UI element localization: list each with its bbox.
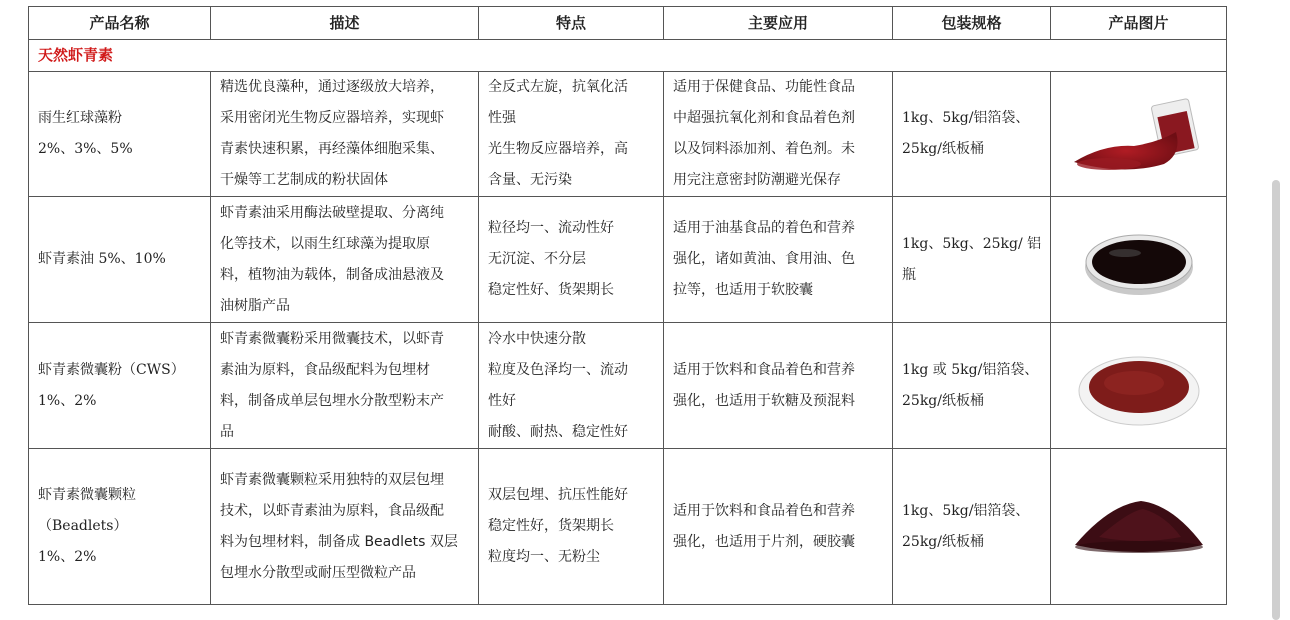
product-name-cell (29, 72, 211, 197)
packaging-cell-line: 25kg/纸板桶 (902, 141, 984, 157)
applications-cell-line: 强化，也适用于片剂，硬胶囊 (673, 533, 855, 550)
features-cell-line: 粒度均一、无粉尘 (488, 549, 600, 565)
header-packaging: 包装规格 (893, 7, 1051, 40)
product-image-cell (1051, 72, 1227, 197)
header-features: 特点 (479, 7, 664, 40)
applications-cell (664, 197, 893, 323)
applications-cell-line: 适用于油基食品的着色和营养 (673, 220, 855, 236)
product-image-cell (1051, 449, 1227, 605)
description-cell-line: 素油为原料，食品级配料为包埋材 (220, 361, 430, 378)
features-cell (479, 449, 664, 605)
description-cell-line: 油树脂产品 (220, 297, 290, 314)
features-cell-line: 全反式左旋，抗氧化活 (488, 79, 628, 95)
applications-cell-line: 适用于饮料和食品着色和营养 (673, 361, 855, 378)
dark-granule-pile-image (1051, 487, 1226, 567)
header-row (29, 7, 1227, 40)
packaging-cell-line: 1kg、5kg/铝箔袋、 (902, 502, 1030, 519)
packaging-cell (893, 323, 1051, 449)
description-cell-line: 料，植物油为载体，制备成油悬液及 (220, 266, 444, 283)
description-cell (211, 449, 479, 605)
applications-cell-line: 用完注意密封防潮避光保存 (673, 172, 841, 188)
product-name-cell-line: 虾青素微囊颗粒 (38, 487, 136, 503)
description-cell-line: 虾青素微囊颗粒采用独特的双层包埋 (220, 471, 444, 488)
description-cell-line: 包埋水分散型或耐压型微粒产品 (220, 564, 416, 581)
packaging-cell-line: 瓶 (902, 266, 916, 283)
features-cell-line: 耐酸、耐热、稳定性好 (488, 423, 628, 440)
description-cell-line: 料，制备成单层包埋水分散型粉末产 (220, 392, 444, 409)
product-table (28, 6, 1227, 605)
section-row (29, 40, 1227, 72)
table-row (29, 323, 1227, 449)
features-cell (479, 72, 664, 197)
description-cell (211, 72, 479, 197)
features-cell-line: 粒度及色泽均一、流动 (488, 361, 628, 378)
product-name-cell-line: 虾青素油 5%、10% (38, 251, 166, 267)
features-cell (479, 323, 664, 449)
packaging-cell-line: 1kg 或 5kg/铝箔袋、 (902, 361, 1039, 378)
red-powder-spill-image (1051, 84, 1226, 184)
applications-cell-line: 强化，也适用于软糖及预混料 (673, 392, 855, 409)
product-name-cell (29, 323, 211, 449)
packaging-cell (893, 197, 1051, 323)
description-cell-line: 采用密闭光生物反应器培养，实现虾 (220, 110, 444, 126)
description-cell (211, 197, 479, 323)
description-cell-line: 虾青素微囊粉采用微囊技术，以虾青 (220, 330, 444, 347)
vertical-scrollbar[interactable] (1272, 180, 1280, 620)
product-name-cell (29, 197, 211, 323)
product-name-cell-line: 雨生红球藻粉 (38, 110, 122, 126)
features-cell-line: 粒径均一、流动性好 (488, 220, 614, 236)
description-cell-line: 虾青素油采用酶法破壁提取、分离纯 (220, 204, 444, 221)
table-row (29, 72, 1227, 197)
applications-cell (664, 449, 893, 605)
packaging-cell-line: 1kg、5kg、25kg/ 铝 (902, 235, 1042, 252)
product-name-cell-line: 2%、3%、5% (38, 141, 133, 157)
table-row (29, 197, 1227, 323)
description-cell-line: 料为包埋材料，制备成 Beadlets 双层 (220, 533, 458, 550)
features-cell-line: 冷水中快速分散 (488, 330, 586, 347)
product-name-cell (29, 449, 211, 605)
features-cell-line: 稳定性好，货架期长 (488, 518, 614, 534)
features-cell-line: 含量、无污染 (488, 172, 572, 188)
features-cell-line: 性强 (488, 110, 516, 126)
applications-cell-line: 强化，诸如黄油、食用油、色 (673, 251, 855, 267)
features-cell-line: 光生物反应器培养，高 (488, 141, 628, 157)
applications-cell-line: 中超强抗氧化剂和食品着色剂 (673, 110, 855, 126)
product-name-cell-line: （Beadlets） (38, 518, 128, 534)
packaging-cell (893, 449, 1051, 605)
product-name-cell-line: 1%、2% (38, 392, 97, 409)
product-image-cell (1051, 323, 1227, 449)
packaging-cell (893, 72, 1051, 197)
section-title: 天然虾青素 (29, 40, 1227, 72)
applications-cell (664, 323, 893, 449)
description-cell (211, 323, 479, 449)
description-cell-line: 青素快速积累，再经藻体细胞采集、 (220, 141, 444, 157)
description-cell-line: 化等技术，以雨生红球藻为提取原 (220, 235, 430, 252)
features-cell-line: 无沉淀、不分层 (488, 251, 586, 267)
applications-cell-line: 以及饲料添加剂、着色剂。未 (673, 141, 855, 157)
packaging-cell-line: 25kg/纸板桶 (902, 392, 984, 409)
features-cell-line: 双层包埋、抗压性能好 (488, 487, 628, 503)
product-name-cell-line: 虾青素微囊粉（CWS） (38, 361, 185, 378)
features-cell (479, 197, 664, 323)
header-description: 描述 (211, 7, 479, 40)
description-cell-line: 技术，以虾青素油为原料，食品级配 (220, 502, 444, 519)
packaging-cell-line: 1kg、5kg/铝箔袋、 (902, 110, 1030, 126)
applications-cell-line: 拉等，也适用于软胶囊 (673, 282, 813, 298)
header-image: 产品图片 (1051, 7, 1227, 40)
applications-cell-line: 适用于饮料和食品着色和营养 (673, 502, 855, 519)
header-applications: 主要应用 (664, 7, 893, 40)
applications-cell (664, 72, 893, 197)
header-product-name: 产品名称 (29, 7, 211, 40)
product-name-cell-line: 1%、2% (38, 549, 97, 565)
product-image-cell (1051, 197, 1227, 323)
features-cell-line: 性好 (488, 392, 516, 409)
applications-cell-line: 适用于保健食品、功能性食品 (673, 79, 855, 95)
red-powder-bowl-image (1051, 341, 1226, 431)
packaging-cell-line: 25kg/纸板桶 (902, 533, 984, 550)
description-cell-line: 干燥等工艺制成的粉状固体 (220, 172, 388, 188)
features-cell-line: 稳定性好、货架期长 (488, 282, 614, 298)
description-cell-line: 品 (220, 423, 234, 440)
description-cell-line: 精选优良藻种，通过逐级放大培养， (220, 79, 444, 95)
dark-oil-dish-image (1051, 215, 1226, 305)
table-row (29, 449, 1227, 605)
